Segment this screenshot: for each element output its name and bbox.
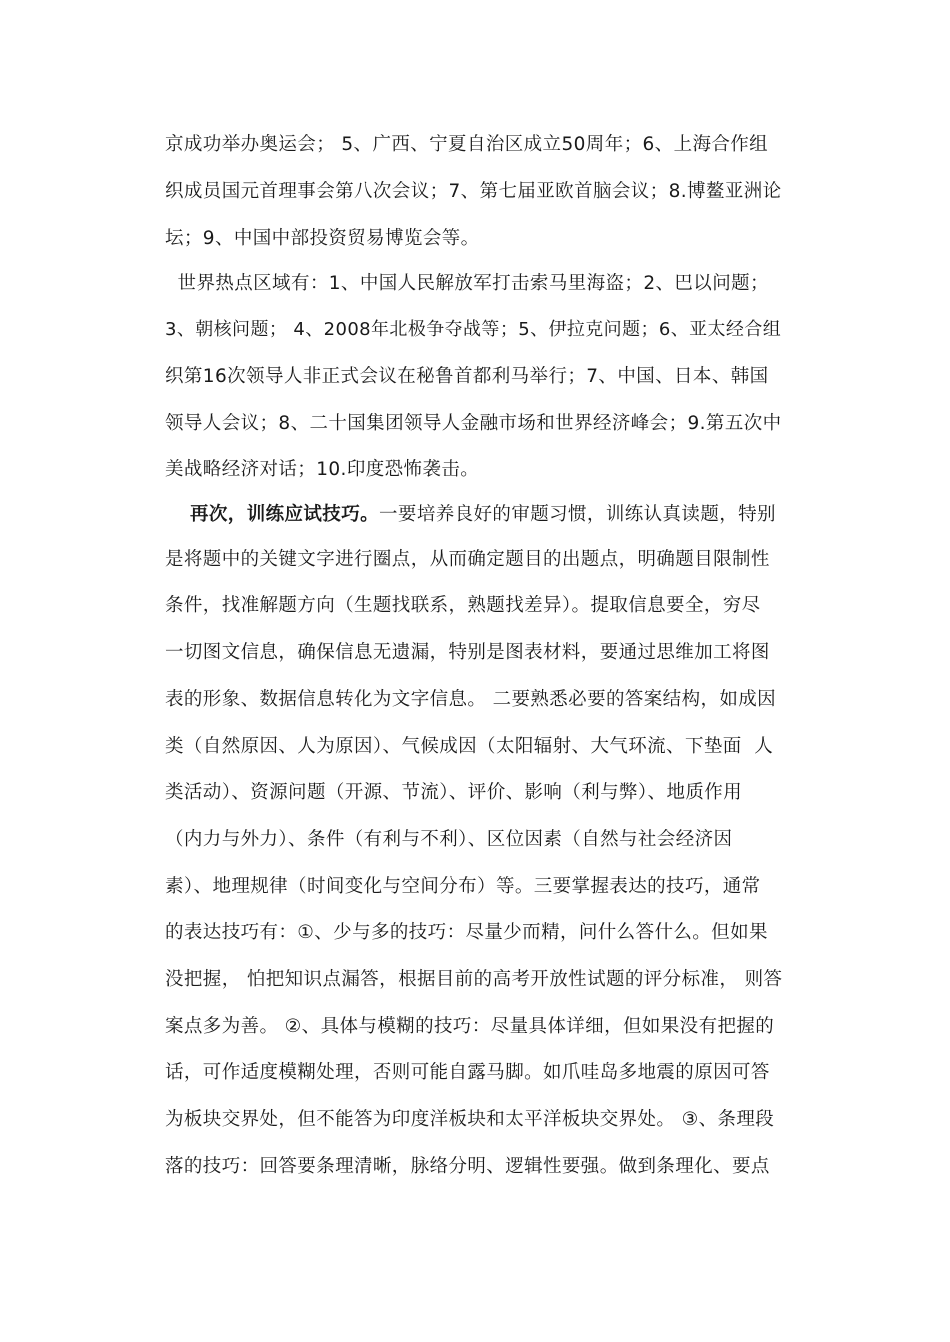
text-line: 案点多为善。 ②、具体与模糊的技巧：尽量具体详细，但如果没有把握的 <box>165 1016 775 1037</box>
text-line: 表的形象、数据信息转化为文字信息。 二要熟悉必要的答案结构，如成因 <box>165 689 777 710</box>
text-line: 织成员国元首理事会第八次会议；7、第七届亚欧首脑会议；8.博鳌亚洲论 <box>165 181 782 202</box>
text-line: 世界热点区域有：1、中国人民解放军打击索马里海盗；2、巴以问题； <box>165 273 769 294</box>
text-line: 类活动）、资源问题（开源、节流）、评价、影响（利与弊）、地质作用 <box>165 782 743 803</box>
text-line: 坛；9、中国中部投资贸易博览会等。 <box>165 228 480 249</box>
text-line: 的表达技巧有：①、少与多的技巧：尽量少而精，问什么答什么。但如果 <box>165 922 768 943</box>
text-line: 织第16次领导人非正式会议在秘鲁首都利马举行；7、中国、日本、韩国 <box>165 366 769 387</box>
text-line: 类（自然原因、人为原因）、气候成因（太阳辐射、大气环流、下垫面 人 <box>165 736 774 757</box>
text-line: 美战略经济对话；10.印度恐怖袭击。 <box>165 459 480 480</box>
paragraph-heading: 再次，训练应试技巧。 <box>190 504 380 525</box>
text-line: 素）、地理规律（时间变化与空间分布）等。三要掌握表达的技巧，通常 <box>165 876 761 897</box>
text-line: 3、朝核问题； 4、2008年北极争夺战等；5、伊拉克问题；6、亚太经合组 <box>165 319 782 340</box>
text-line: 条件，找准解题方向（生题找联系，熟题找差异）。提取信息要全，穷尽 <box>165 595 761 616</box>
text-line: 领导人会议；8、二十国集团领导人金融市场和世界经济峰会；9.第五次中 <box>165 413 782 434</box>
text-line: 话，可作适度模糊处理，否则可能自露马脚。如爪哇岛多地震的原因可答 <box>165 1062 770 1083</box>
text-line: 落的技巧：回答要条理清晰，脉络分明、逻辑性要强。做到条理化、要点 <box>165 1156 770 1177</box>
text-line: （内力与外力）、条件（有利与不利）、区位因素（自然与社会经济因 <box>165 829 733 850</box>
text-line: 京成功举办奥运会； 5、广西、宁夏自治区成立50周年；6、上海合作组 <box>165 134 769 155</box>
text-line: 为板块交界处，但不能答为印度洋板块和太平洋板块交界处。 ③、条理段 <box>165 1109 775 1130</box>
text-line: 没把握， 怕把知识点漏答，根据目前的高考开放性试题的评分标准， 则答 <box>165 969 783 990</box>
text-line: 是将题中的关键文字进行圈点，从而确定题目的出题点，明确题目限制性 <box>165 549 770 570</box>
text-run: 一要培养良好的审题习惯，训练认真读题，特别 <box>379 504 776 525</box>
paragraph-first-line <box>190 503 776 527</box>
text-line: 一切图文信息，确保信息无遗漏，特别是图表材料，要通过思维加工将图 <box>165 642 770 663</box>
